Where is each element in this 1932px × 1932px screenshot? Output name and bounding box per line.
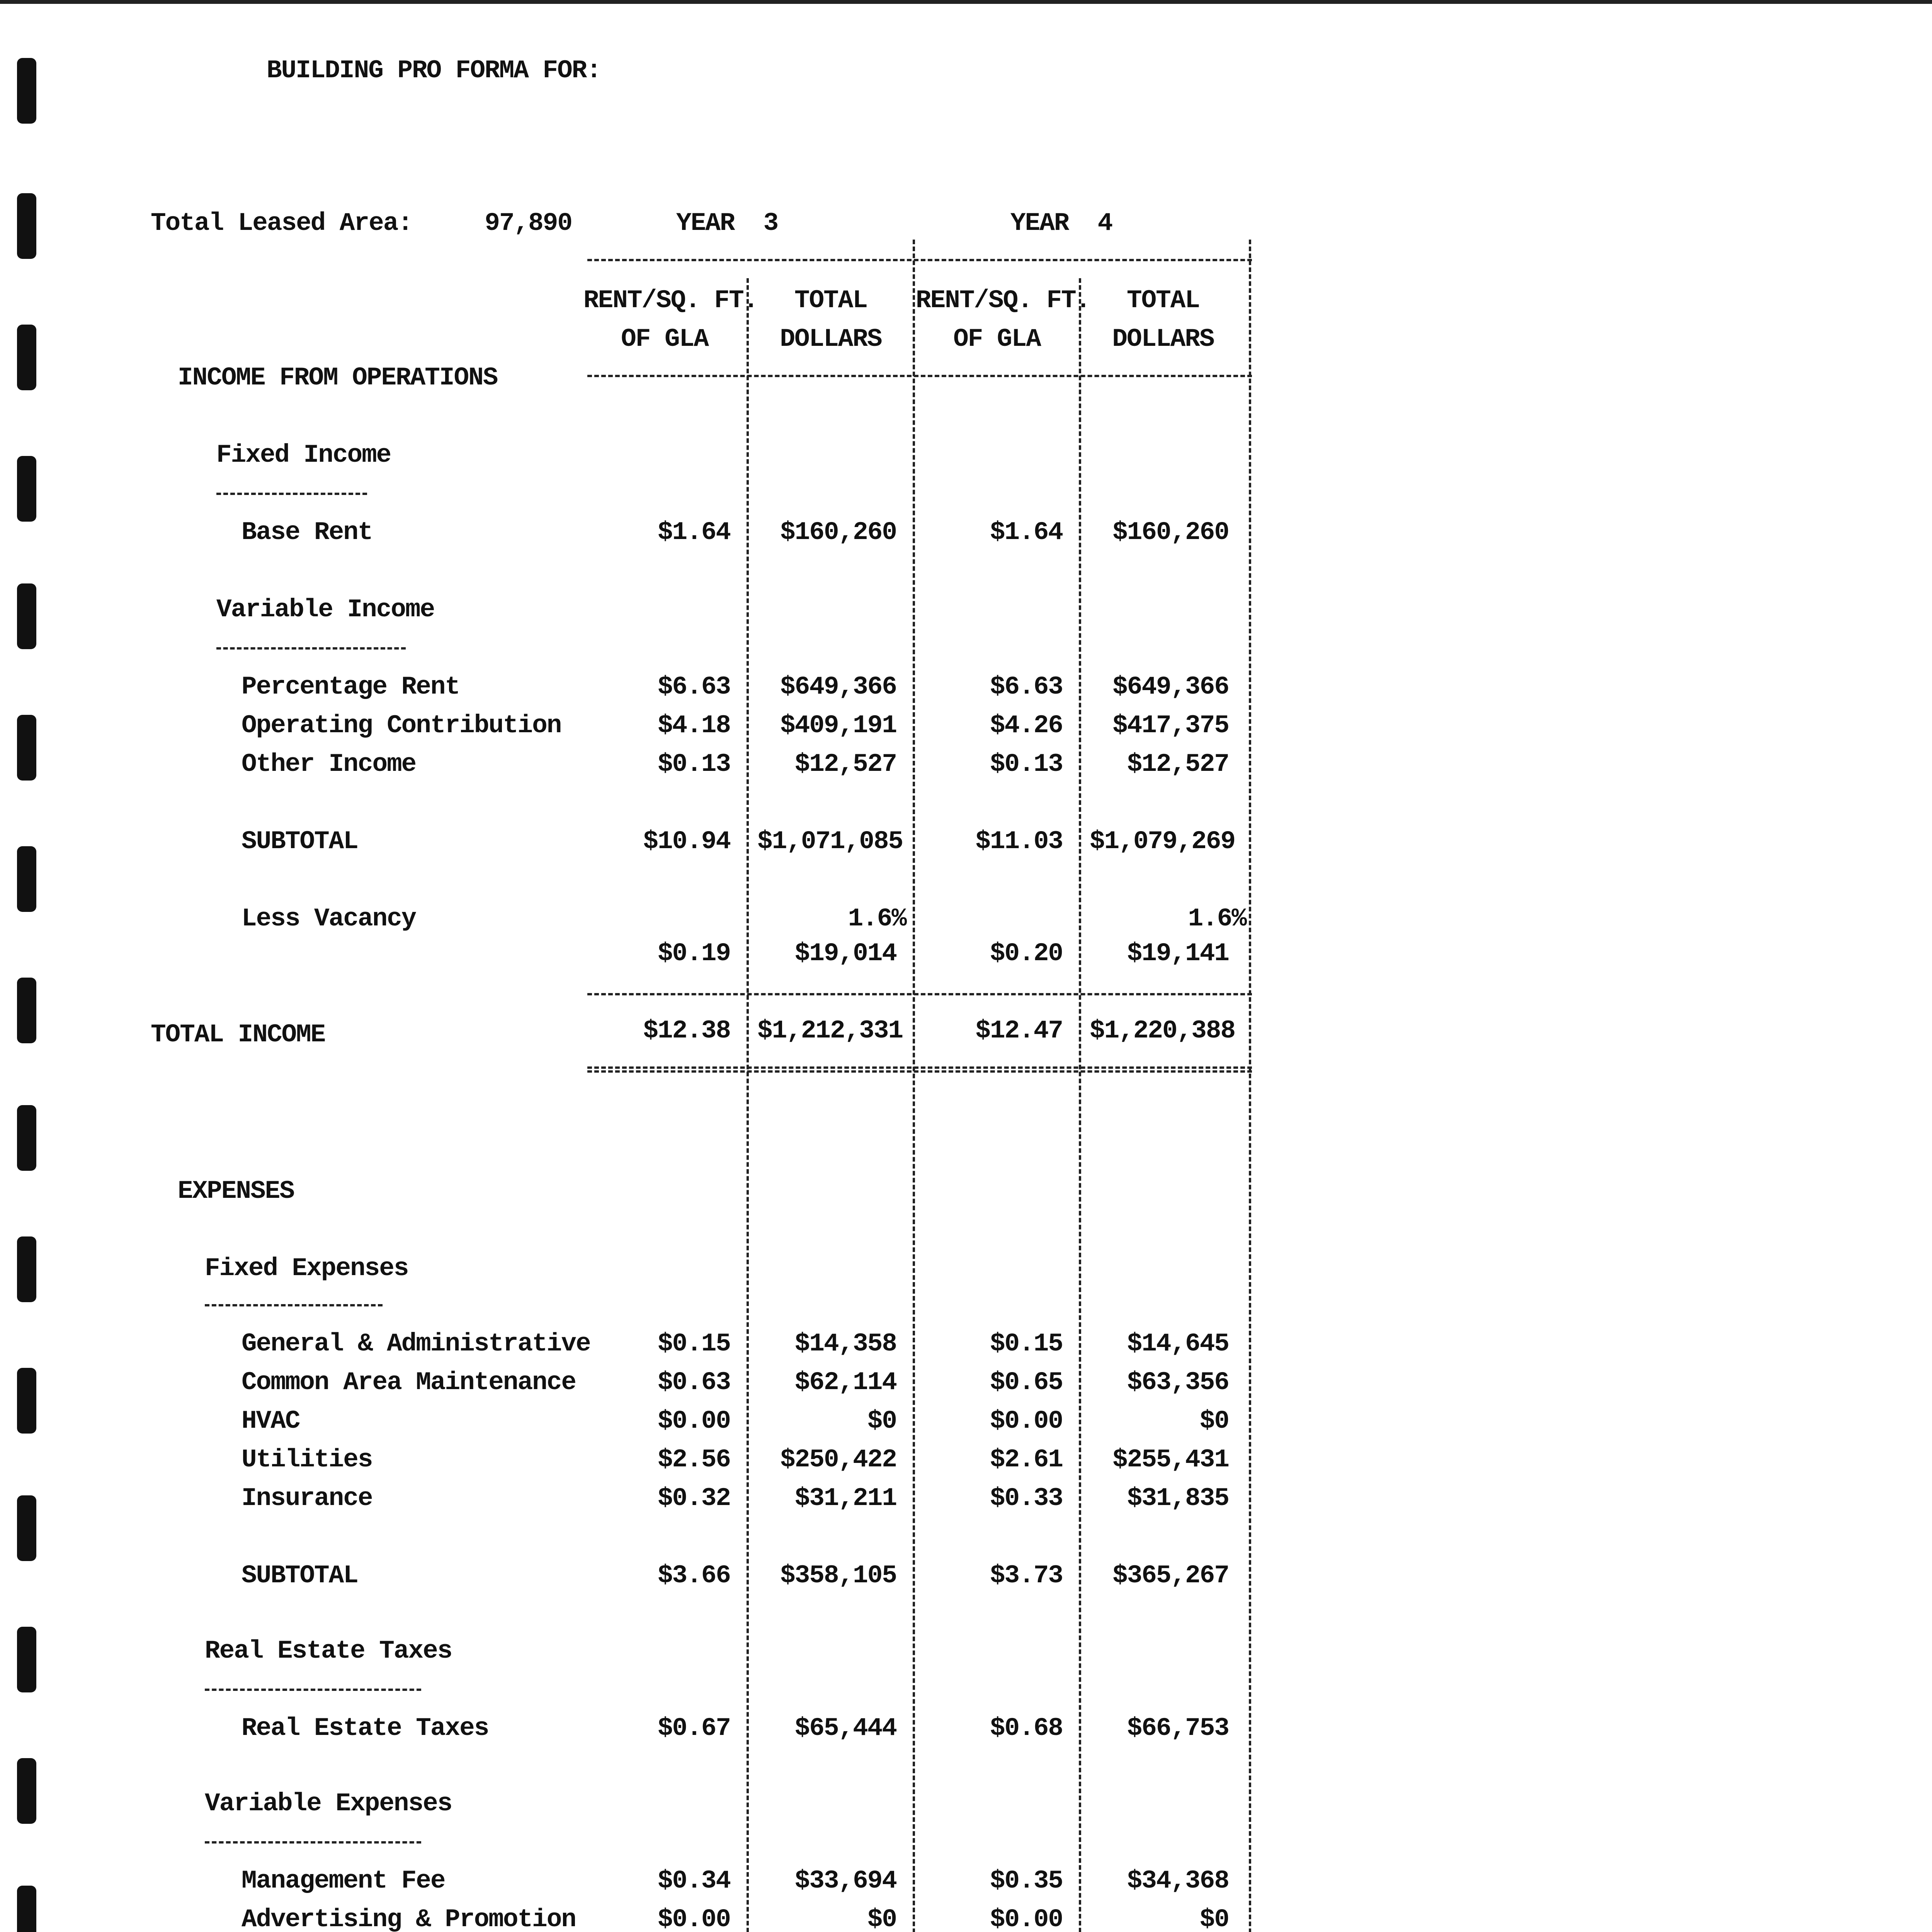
row-label: Base Rent <box>242 518 372 547</box>
y4-rate-cell: $3.73 <box>990 1561 1063 1590</box>
binder-hole <box>17 1236 36 1302</box>
row-label: Percentage Rent <box>242 672 460 701</box>
y3-total-cell: $1,071,085 <box>757 827 903 856</box>
y3-total-cell: $31,211 <box>794 1484 896 1513</box>
binder-hole <box>17 456 36 522</box>
table-header-rule <box>587 375 1252 377</box>
row-label: TOTAL INCOME <box>151 1020 325 1049</box>
binder-hole <box>17 1627 36 1692</box>
y3-total-cell: $0 <box>867 1905 896 1932</box>
y3-rate-cell: $0.15 <box>657 1329 730 1358</box>
y4-total-cell: $417,375 <box>1112 711 1229 740</box>
y3-total-cell: $358,105 <box>780 1561 896 1590</box>
binder-hole <box>17 978 36 1043</box>
fixed-income-underline <box>216 493 367 495</box>
y4-rate-cell: $11.03 <box>975 827 1063 856</box>
y3-total-header-top: TOTAL <box>794 286 867 315</box>
variable-income-underline <box>216 647 406 650</box>
row-label: Common Area Maintenance <box>242 1368 576 1397</box>
year4-header: YEAR 4 <box>1010 209 1112 238</box>
y3-rate-cell: $0.00 <box>657 1905 730 1932</box>
y3-total-cell: $1,212,331 <box>757 1016 903 1045</box>
page-title: BUILDING PRO FORMA FOR: <box>267 56 601 85</box>
total-income-top-rule <box>587 993 1252 995</box>
y4-total-cell: $1,220,388 <box>1090 1016 1235 1045</box>
fixed-income-heading: Fixed Income <box>216 440 391 469</box>
leased-area-label: Total Leased Area: <box>151 209 412 238</box>
row-label: Management Fee <box>242 1866 445 1895</box>
y3-total-cell: $14,358 <box>794 1329 896 1358</box>
binder-hole <box>17 583 36 649</box>
y4-total-cell: $66,753 <box>1127 1714 1229 1743</box>
variable-income-heading: Variable Income <box>216 595 435 624</box>
y3-rate-cell: $0.19 <box>657 939 730 968</box>
y3-rate-cell: $1.64 <box>657 518 730 547</box>
y3-total-cell: $65,444 <box>794 1714 896 1743</box>
y4-total-cell: $365,267 <box>1112 1561 1229 1590</box>
y4-total-cell: $19,141 <box>1127 939 1229 968</box>
row-label: Advertising & Promotion <box>242 1905 576 1932</box>
y4-vacancy-pct: 1.6% <box>1188 904 1246 933</box>
y3-vacancy-pct: 1.6% <box>848 904 906 933</box>
y4-total-cell: $31,835 <box>1127 1484 1229 1513</box>
y4-rate-cell: $0.00 <box>990 1406 1063 1435</box>
y3-total-cell: $19,014 <box>794 939 896 968</box>
y3-total-header-bottom: DOLLARS <box>780 325 882 354</box>
year3-header: YEAR 3 <box>676 209 778 238</box>
income-ops-heading: INCOME FROM OPERATIONS <box>178 363 498 392</box>
y4-rate-cell: $2.61 <box>990 1445 1063 1474</box>
y4-total-header-bottom: DOLLARS <box>1112 325 1214 354</box>
y4-rate-cell: $0.68 <box>990 1714 1063 1743</box>
y3-rate-header-bottom: OF GLA <box>621 325 708 354</box>
y4-total-header-top: TOTAL <box>1126 286 1200 315</box>
binder-hole <box>17 1758 36 1824</box>
y3-column-separator <box>747 278 749 1932</box>
y4-total-cell: $255,431 <box>1112 1445 1229 1474</box>
row-label: SUBTOTAL <box>242 1561 358 1590</box>
row-label: HVAC <box>242 1406 300 1435</box>
y4-total-cell: $14,645 <box>1127 1329 1229 1358</box>
binder-hole <box>17 1368 36 1434</box>
y4-rate-cell: $0.33 <box>990 1484 1063 1513</box>
row-label: Less Vacancy <box>242 904 416 933</box>
row-label: SUBTOTAL <box>242 827 358 856</box>
real-estate-taxes-underline <box>205 1689 421 1691</box>
binder-hole <box>17 193 36 259</box>
y3-rate-cell: $12.38 <box>643 1016 730 1045</box>
y4-rate-cell: $12.47 <box>975 1016 1063 1045</box>
y4-rate-cell: $0.20 <box>990 939 1063 968</box>
y3-rate-cell: $2.56 <box>657 1445 730 1474</box>
y3-total-cell: $160,260 <box>780 518 896 547</box>
binder-hole <box>17 58 36 124</box>
y4-rate-cell: $4.26 <box>990 711 1063 740</box>
y4-total-cell: $12,527 <box>1127 750 1229 779</box>
y4-total-cell: $0 <box>1199 1905 1229 1932</box>
binder-holes <box>17 0 40 1932</box>
y3-rate-cell: $6.63 <box>657 672 730 701</box>
binder-hole <box>17 846 36 912</box>
y4-total-cell: $1,079,269 <box>1090 827 1235 856</box>
y3-total-cell: $649,366 <box>780 672 896 701</box>
row-label: Utilities <box>242 1445 372 1474</box>
binder-hole <box>17 1886 36 1932</box>
binder-hole <box>17 1495 36 1561</box>
year-separator <box>913 240 915 1932</box>
y3-total-cell: $409,191 <box>780 711 896 740</box>
row-label: General & Administrative <box>242 1329 590 1358</box>
y3-rate-cell: $10.94 <box>643 827 730 856</box>
y4-rate-cell: $0.35 <box>990 1866 1063 1895</box>
y3-total-cell: $33,694 <box>794 1866 896 1895</box>
total-income-double-rule <box>587 1066 1252 1073</box>
y3-rate-cell: $0.00 <box>657 1406 730 1435</box>
y4-total-cell: $63,356 <box>1127 1368 1229 1397</box>
page-top-edge <box>0 0 1932 4</box>
y4-rate-cell: $1.64 <box>990 518 1063 547</box>
row-label: Insurance <box>242 1484 372 1513</box>
y3-rate-header-top: RENT/SQ. FT. <box>583 286 758 315</box>
y4-rate-header-top: RENT/SQ. FT. <box>916 286 1090 315</box>
y4-rate-cell: $0.15 <box>990 1329 1063 1358</box>
y4-rate-cell: $0.13 <box>990 750 1063 779</box>
y3-rate-cell: $3.66 <box>657 1561 730 1590</box>
y3-rate-cell: $0.34 <box>657 1866 730 1895</box>
y4-total-cell: $649,366 <box>1112 672 1229 701</box>
y4-total-cell: $0 <box>1199 1406 1229 1435</box>
fixed-expenses-heading: Fixed Expenses <box>205 1254 408 1283</box>
row-label: Other Income <box>242 750 416 779</box>
real-estate-taxes-heading: Real Estate Taxes <box>205 1636 452 1665</box>
variable-expenses-underline <box>205 1841 421 1844</box>
y3-rate-cell: $0.63 <box>657 1368 730 1397</box>
y3-total-cell: $62,114 <box>794 1368 896 1397</box>
binder-hole <box>17 325 36 390</box>
expenses-heading: EXPENSES <box>178 1177 294 1206</box>
table-right-border <box>1249 240 1251 1932</box>
y4-rate-cell: $6.63 <box>990 672 1063 701</box>
table-top-rule <box>587 259 1252 261</box>
y3-total-cell: $0 <box>867 1406 896 1435</box>
binder-hole <box>17 1105 36 1171</box>
leased-area-value: 97,890 <box>485 209 572 238</box>
y4-rate-cell: $0.65 <box>990 1368 1063 1397</box>
y3-rate-cell: $0.13 <box>657 750 730 779</box>
y4-column-separator <box>1079 278 1081 1932</box>
fixed-expenses-underline <box>205 1304 383 1306</box>
y3-rate-cell: $0.32 <box>657 1484 730 1513</box>
y3-total-cell: $12,527 <box>794 750 896 779</box>
y4-total-cell: $34,368 <box>1127 1866 1229 1895</box>
y4-rate-cell: $0.00 <box>990 1905 1063 1932</box>
variable-expenses-heading: Variable Expenses <box>205 1789 452 1818</box>
y3-rate-cell: $0.67 <box>657 1714 730 1743</box>
binder-hole <box>17 715 36 781</box>
y4-total-cell: $160,260 <box>1112 518 1229 547</box>
y3-total-cell: $250,422 <box>780 1445 896 1474</box>
y3-rate-cell: $4.18 <box>657 711 730 740</box>
row-label: Real Estate Taxes <box>242 1714 489 1743</box>
y4-rate-header-bottom: OF GLA <box>953 325 1041 354</box>
row-label: Operating Contribution <box>242 711 561 740</box>
